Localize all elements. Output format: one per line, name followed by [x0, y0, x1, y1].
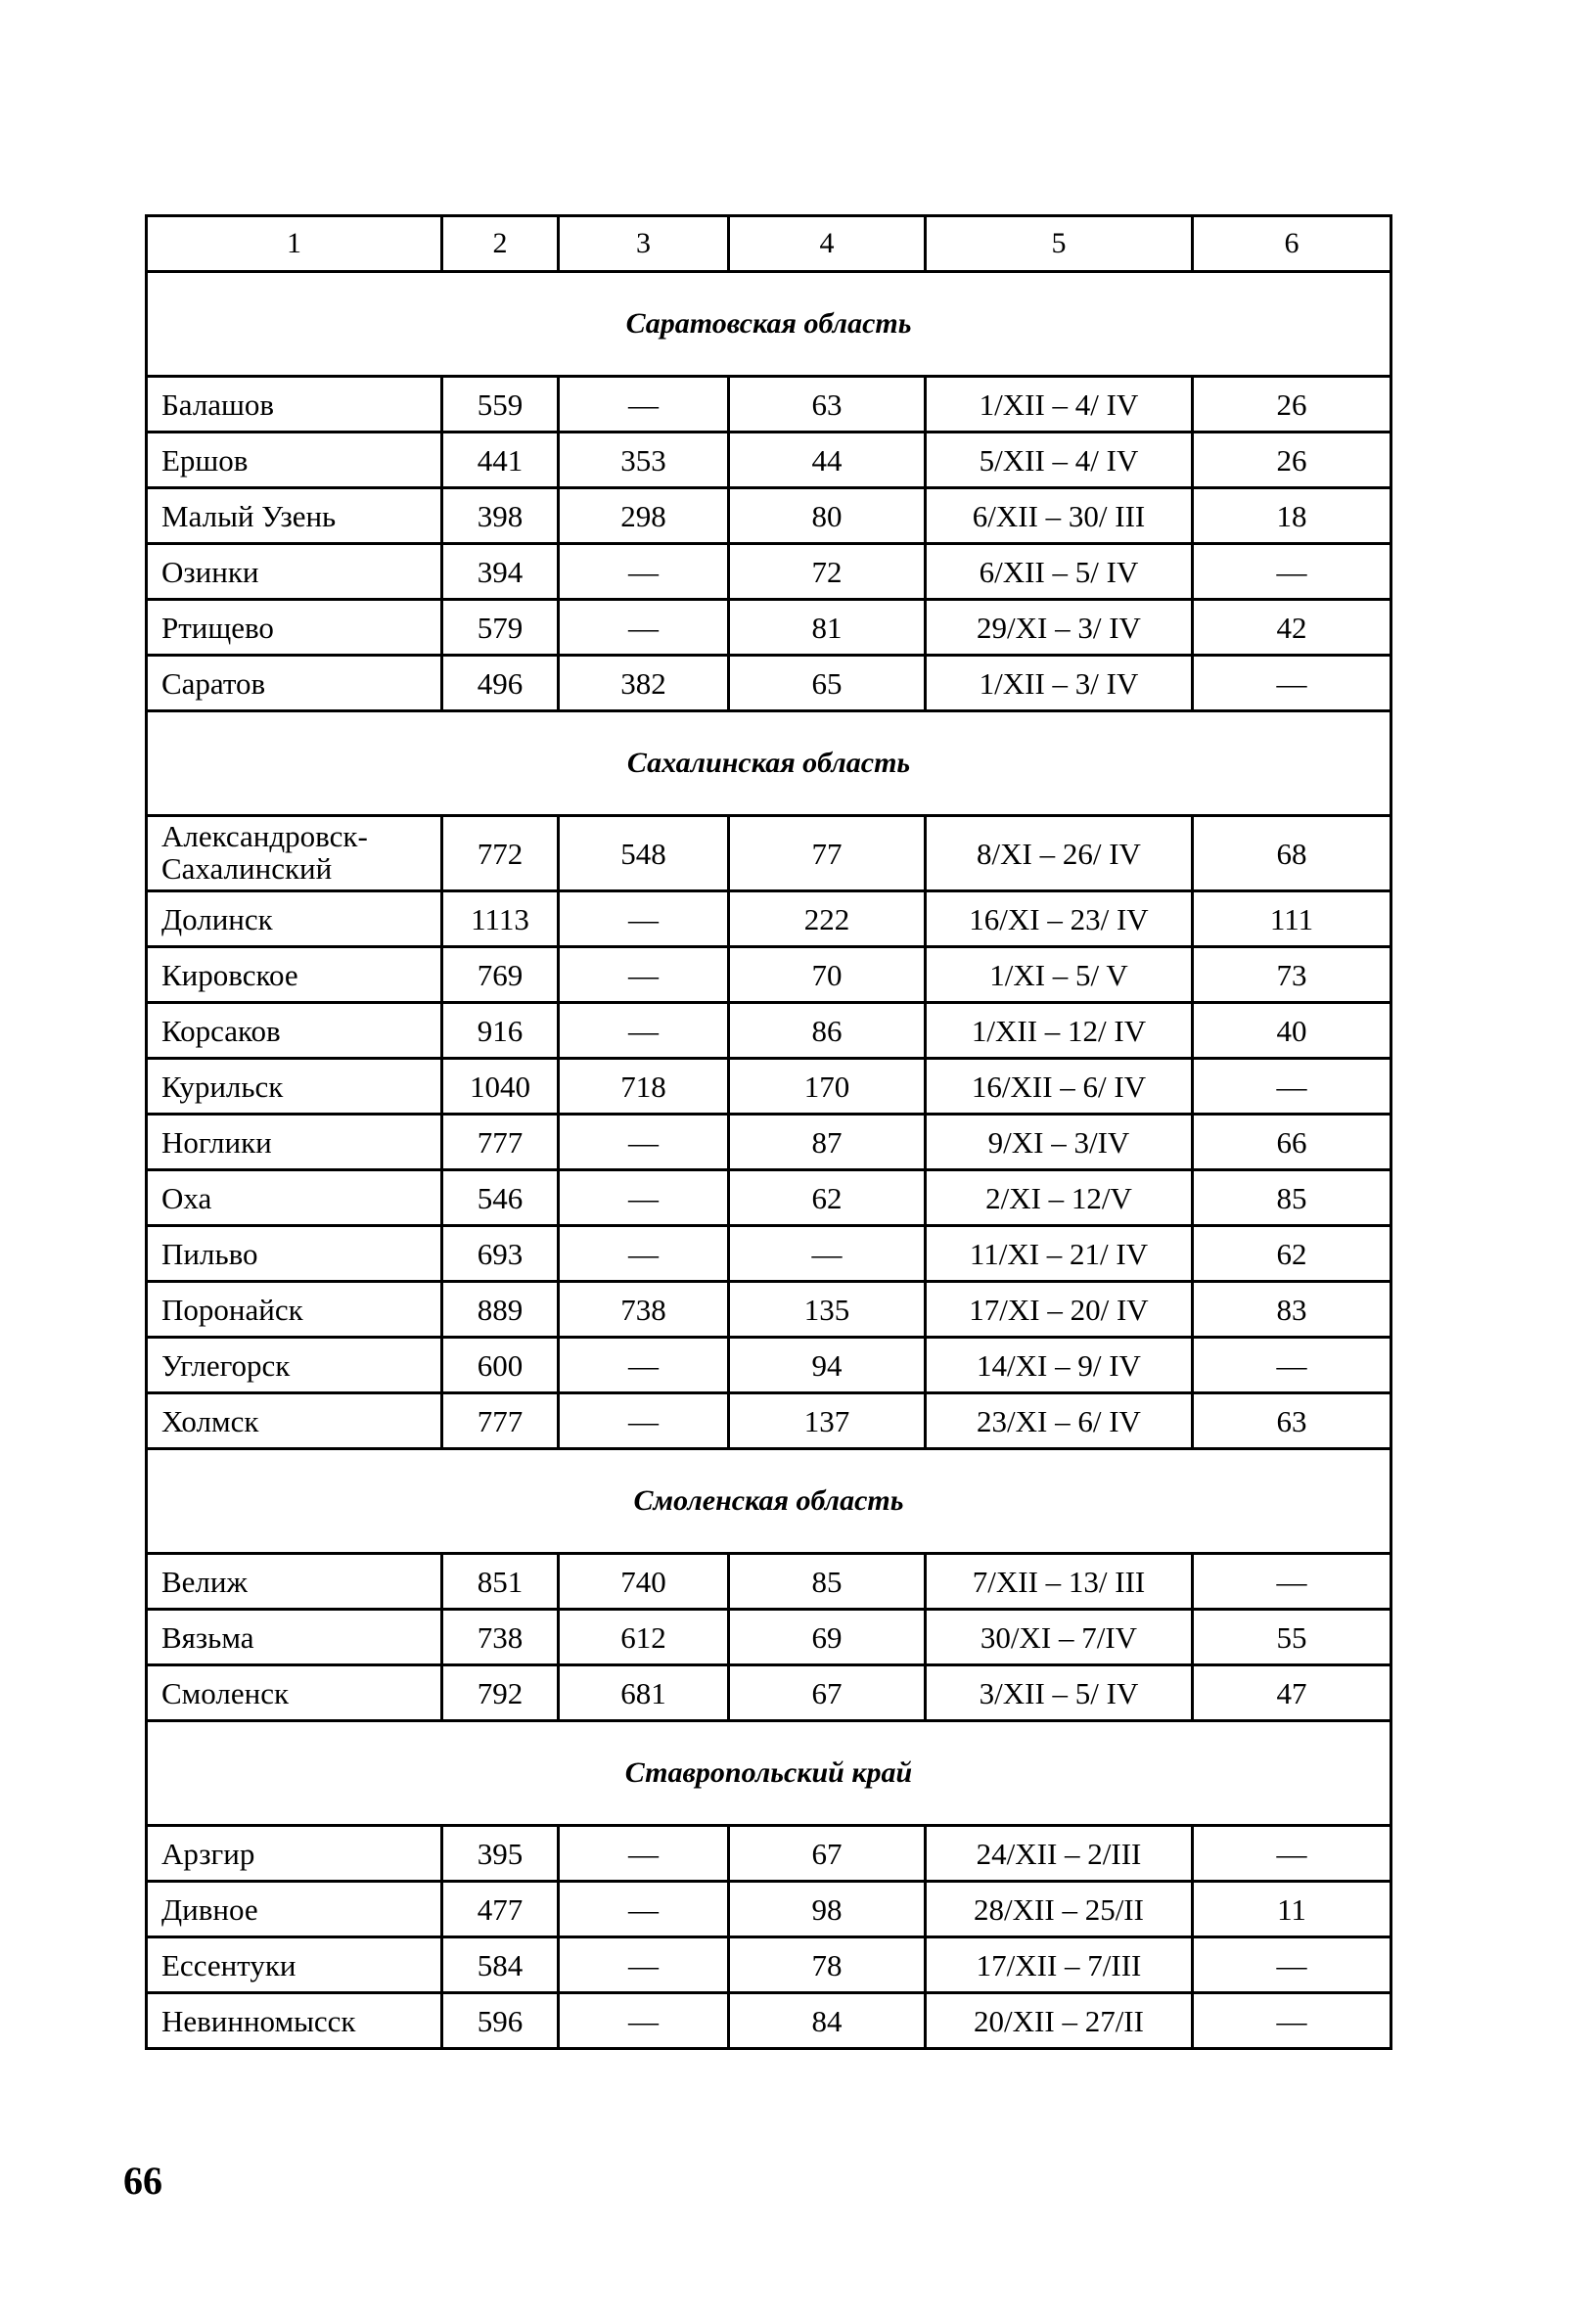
cell-col-5: 8/XI – 26/ IV — [926, 816, 1193, 891]
column-number-row — [147, 216, 1391, 272]
station-name: Углегорск — [147, 1338, 442, 1393]
station-name: Поронайск — [147, 1282, 442, 1338]
table-row — [147, 1003, 1391, 1059]
cell-col-2: 1113 — [442, 891, 559, 947]
cell-col-3: 612 — [559, 1610, 729, 1665]
cell-col-2: 559 — [442, 377, 559, 433]
cell-col-5: 11/XI – 21/ IV — [926, 1226, 1193, 1282]
cell-col-2: 584 — [442, 1937, 559, 1993]
cell-col-6: 55 — [1193, 1610, 1391, 1665]
cell-col-3: — — [559, 891, 729, 947]
cell-col-5: 1/XII – 12/ IV — [926, 1003, 1193, 1059]
cell-col-2: 394 — [442, 544, 559, 600]
table-row — [147, 891, 1391, 947]
cell-col-5: 17/XI – 20/ IV — [926, 1282, 1193, 1338]
cell-col-3: 298 — [559, 488, 729, 544]
cell-col-5: 1/XI – 5/ V — [926, 947, 1193, 1003]
cell-col-5: 14/XI – 9/ IV — [926, 1338, 1193, 1393]
cell-col-5: 7/XII – 13/ III — [926, 1554, 1193, 1610]
section-title: Саратовская область — [147, 272, 1391, 377]
page-number: 66 — [123, 2159, 162, 2203]
column-number: 3 — [559, 216, 729, 272]
cell-col-6: 63 — [1193, 1393, 1391, 1449]
station-name: Велиж — [147, 1554, 442, 1610]
station-name: Александровск-Сахалинский — [147, 816, 442, 891]
cell-col-3: 718 — [559, 1059, 729, 1115]
cell-col-6: — — [1193, 1554, 1391, 1610]
cell-col-4: 137 — [729, 1393, 926, 1449]
station-name: Ершов — [147, 433, 442, 488]
cell-col-5: 16/XI – 23/ IV — [926, 891, 1193, 947]
cell-col-2: 889 — [442, 1282, 559, 1338]
cell-col-3: — — [559, 1003, 729, 1059]
station-name: Дивное — [147, 1882, 442, 1937]
cell-col-6: 111 — [1193, 891, 1391, 947]
cell-col-3: — — [559, 1338, 729, 1393]
station-name: Корсаков — [147, 1003, 442, 1059]
cell-col-4: 170 — [729, 1059, 926, 1115]
cell-col-4: — — [729, 1226, 926, 1282]
station-name: Долинск — [147, 891, 442, 947]
column-number: 1 — [147, 216, 442, 272]
cell-col-4: 78 — [729, 1937, 926, 1993]
cell-col-2: 916 — [442, 1003, 559, 1059]
cell-col-3: — — [559, 1226, 729, 1282]
section-header-row — [147, 711, 1391, 816]
cell-col-5: 3/XII – 5/ IV — [926, 1665, 1193, 1721]
cell-col-4: 69 — [729, 1610, 926, 1665]
cell-col-2: 579 — [442, 600, 559, 656]
table-row — [147, 1282, 1391, 1338]
cell-col-4: 135 — [729, 1282, 926, 1338]
cell-col-4: 70 — [729, 947, 926, 1003]
cell-col-2: 477 — [442, 1882, 559, 1937]
table-row — [147, 1115, 1391, 1170]
climate-data-table — [145, 214, 1392, 2050]
cell-col-5: 24/XII – 2/III — [926, 1826, 1193, 1882]
cell-col-4: 80 — [729, 488, 926, 544]
cell-col-6: 73 — [1193, 947, 1391, 1003]
station-name: Ессентуки — [147, 1937, 442, 1993]
cell-col-4: 77 — [729, 816, 926, 891]
cell-col-3: — — [559, 947, 729, 1003]
cell-col-5: 9/XI – 3/IV — [926, 1115, 1193, 1170]
section-header-row — [147, 1721, 1391, 1826]
section-header-row — [147, 1449, 1391, 1554]
table-row — [147, 1170, 1391, 1226]
section-header-row — [147, 272, 1391, 377]
cell-col-6: 40 — [1193, 1003, 1391, 1059]
cell-col-3: — — [559, 1393, 729, 1449]
cell-col-5: 16/XII – 6/ IV — [926, 1059, 1193, 1115]
station-name: Вязьма — [147, 1610, 442, 1665]
cell-col-3: — — [559, 1170, 729, 1226]
table-row — [147, 1882, 1391, 1937]
cell-col-6: — — [1193, 1059, 1391, 1115]
cell-col-3: — — [559, 544, 729, 600]
cell-col-4: 85 — [729, 1554, 926, 1610]
table-body — [147, 216, 1391, 2049]
table-row — [147, 1993, 1391, 2049]
cell-col-3: 740 — [559, 1554, 729, 1610]
cell-col-5: 2/XI – 12/V — [926, 1170, 1193, 1226]
cell-col-3: — — [559, 600, 729, 656]
table-row — [147, 1826, 1391, 1882]
cell-col-5: 17/XII – 7/III — [926, 1937, 1193, 1993]
station-name: Пильво — [147, 1226, 442, 1282]
section-title: Сахалинская область — [147, 711, 1391, 816]
section-title: Смоленская область — [147, 1449, 1391, 1554]
column-number: 5 — [926, 216, 1193, 272]
table-row — [147, 656, 1391, 711]
section-title: Ставропольский край — [147, 1721, 1391, 1826]
cell-col-2: 693 — [442, 1226, 559, 1282]
station-name: Невинномысск — [147, 1993, 442, 2049]
cell-col-3: 382 — [559, 656, 729, 711]
table-row — [147, 1665, 1391, 1721]
cell-col-3: — — [559, 1826, 729, 1882]
cell-col-6: 11 — [1193, 1882, 1391, 1937]
cell-col-6: — — [1193, 1826, 1391, 1882]
station-name: Малый Узень — [147, 488, 442, 544]
table-row — [147, 1610, 1391, 1665]
cell-col-6: 68 — [1193, 816, 1391, 891]
table-row — [147, 600, 1391, 656]
station-name: Кировское — [147, 947, 442, 1003]
table-row — [147, 1059, 1391, 1115]
cell-col-3: — — [559, 377, 729, 433]
station-name: Арзгир — [147, 1826, 442, 1882]
cell-col-4: 86 — [729, 1003, 926, 1059]
cell-col-6: — — [1193, 544, 1391, 600]
cell-col-2: 441 — [442, 433, 559, 488]
cell-col-6: 26 — [1193, 377, 1391, 433]
cell-col-2: 596 — [442, 1993, 559, 2049]
table-row — [147, 433, 1391, 488]
cell-col-6: — — [1193, 1338, 1391, 1393]
cell-col-3: 548 — [559, 816, 729, 891]
cell-col-6: 42 — [1193, 600, 1391, 656]
station-name: Смоленск — [147, 1665, 442, 1721]
cell-col-4: 94 — [729, 1338, 926, 1393]
station-name: Балашов — [147, 377, 442, 433]
cell-col-4: 84 — [729, 1993, 926, 2049]
column-number: 4 — [729, 216, 926, 272]
cell-col-5: 6/XII – 30/ III — [926, 488, 1193, 544]
station-name: Озинки — [147, 544, 442, 600]
cell-col-2: 777 — [442, 1393, 559, 1449]
cell-col-5: 29/XI – 3/ IV — [926, 600, 1193, 656]
table-row — [147, 816, 1391, 891]
column-number: 2 — [442, 216, 559, 272]
cell-col-3: — — [559, 1882, 729, 1937]
table-row — [147, 544, 1391, 600]
station-name: Холмск — [147, 1393, 442, 1449]
cell-col-5: 28/XII – 25/II — [926, 1882, 1193, 1937]
cell-col-4: 44 — [729, 433, 926, 488]
cell-col-2: 546 — [442, 1170, 559, 1226]
cell-col-5: 1/XII – 3/ IV — [926, 656, 1193, 711]
column-number: 6 — [1193, 216, 1391, 272]
station-name: Ртищево — [147, 600, 442, 656]
cell-col-6: 47 — [1193, 1665, 1391, 1721]
table-row — [147, 947, 1391, 1003]
table-row — [147, 377, 1391, 433]
cell-col-2: 1040 — [442, 1059, 559, 1115]
cell-col-4: 222 — [729, 891, 926, 947]
cell-col-5: 23/XI – 6/ IV — [926, 1393, 1193, 1449]
cell-col-3: 738 — [559, 1282, 729, 1338]
cell-col-2: 496 — [442, 656, 559, 711]
cell-col-4: 62 — [729, 1170, 926, 1226]
cell-col-4: 72 — [729, 544, 926, 600]
cell-col-6: — — [1193, 1993, 1391, 2049]
station-name: Ноглики — [147, 1115, 442, 1170]
cell-col-3: — — [559, 1115, 729, 1170]
cell-col-5: 20/XII – 27/II — [926, 1993, 1193, 2049]
table-row — [147, 488, 1391, 544]
cell-col-2: 792 — [442, 1665, 559, 1721]
cell-col-3: 681 — [559, 1665, 729, 1721]
station-name: Оха — [147, 1170, 442, 1226]
table-row — [147, 1554, 1391, 1610]
cell-col-5: 30/XI – 7/IV — [926, 1610, 1193, 1665]
cell-col-2: 395 — [442, 1826, 559, 1882]
cell-col-3: — — [559, 1937, 729, 1993]
cell-col-5: 1/XII – 4/ IV — [926, 377, 1193, 433]
cell-col-4: 98 — [729, 1882, 926, 1937]
table-row — [147, 1937, 1391, 1993]
cell-col-5: 5/XII – 4/ IV — [926, 433, 1193, 488]
cell-col-5: 6/XII – 5/ IV — [926, 544, 1193, 600]
cell-col-4: 67 — [729, 1826, 926, 1882]
cell-col-6: 26 — [1193, 433, 1391, 488]
cell-col-4: 81 — [729, 600, 926, 656]
cell-col-2: 769 — [442, 947, 559, 1003]
table-row — [147, 1393, 1391, 1449]
cell-col-2: 777 — [442, 1115, 559, 1170]
cell-col-6: — — [1193, 656, 1391, 711]
cell-col-4: 65 — [729, 656, 926, 711]
table-row — [147, 1226, 1391, 1282]
cell-col-2: 851 — [442, 1554, 559, 1610]
cell-col-2: 738 — [442, 1610, 559, 1665]
cell-col-2: 600 — [442, 1338, 559, 1393]
station-name: Курильск — [147, 1059, 442, 1115]
cell-col-6: 18 — [1193, 488, 1391, 544]
cell-col-6: — — [1193, 1937, 1391, 1993]
cell-col-6: 66 — [1193, 1115, 1391, 1170]
cell-col-2: 772 — [442, 816, 559, 891]
cell-col-4: 87 — [729, 1115, 926, 1170]
cell-col-6: 83 — [1193, 1282, 1391, 1338]
cell-col-3: 353 — [559, 433, 729, 488]
cell-col-6: 85 — [1193, 1170, 1391, 1226]
cell-col-2: 398 — [442, 488, 559, 544]
cell-col-6: 62 — [1193, 1226, 1391, 1282]
table-row — [147, 1338, 1391, 1393]
cell-col-4: 63 — [729, 377, 926, 433]
cell-col-3: — — [559, 1993, 729, 2049]
station-name: Саратов — [147, 656, 442, 711]
cell-col-4: 67 — [729, 1665, 926, 1721]
